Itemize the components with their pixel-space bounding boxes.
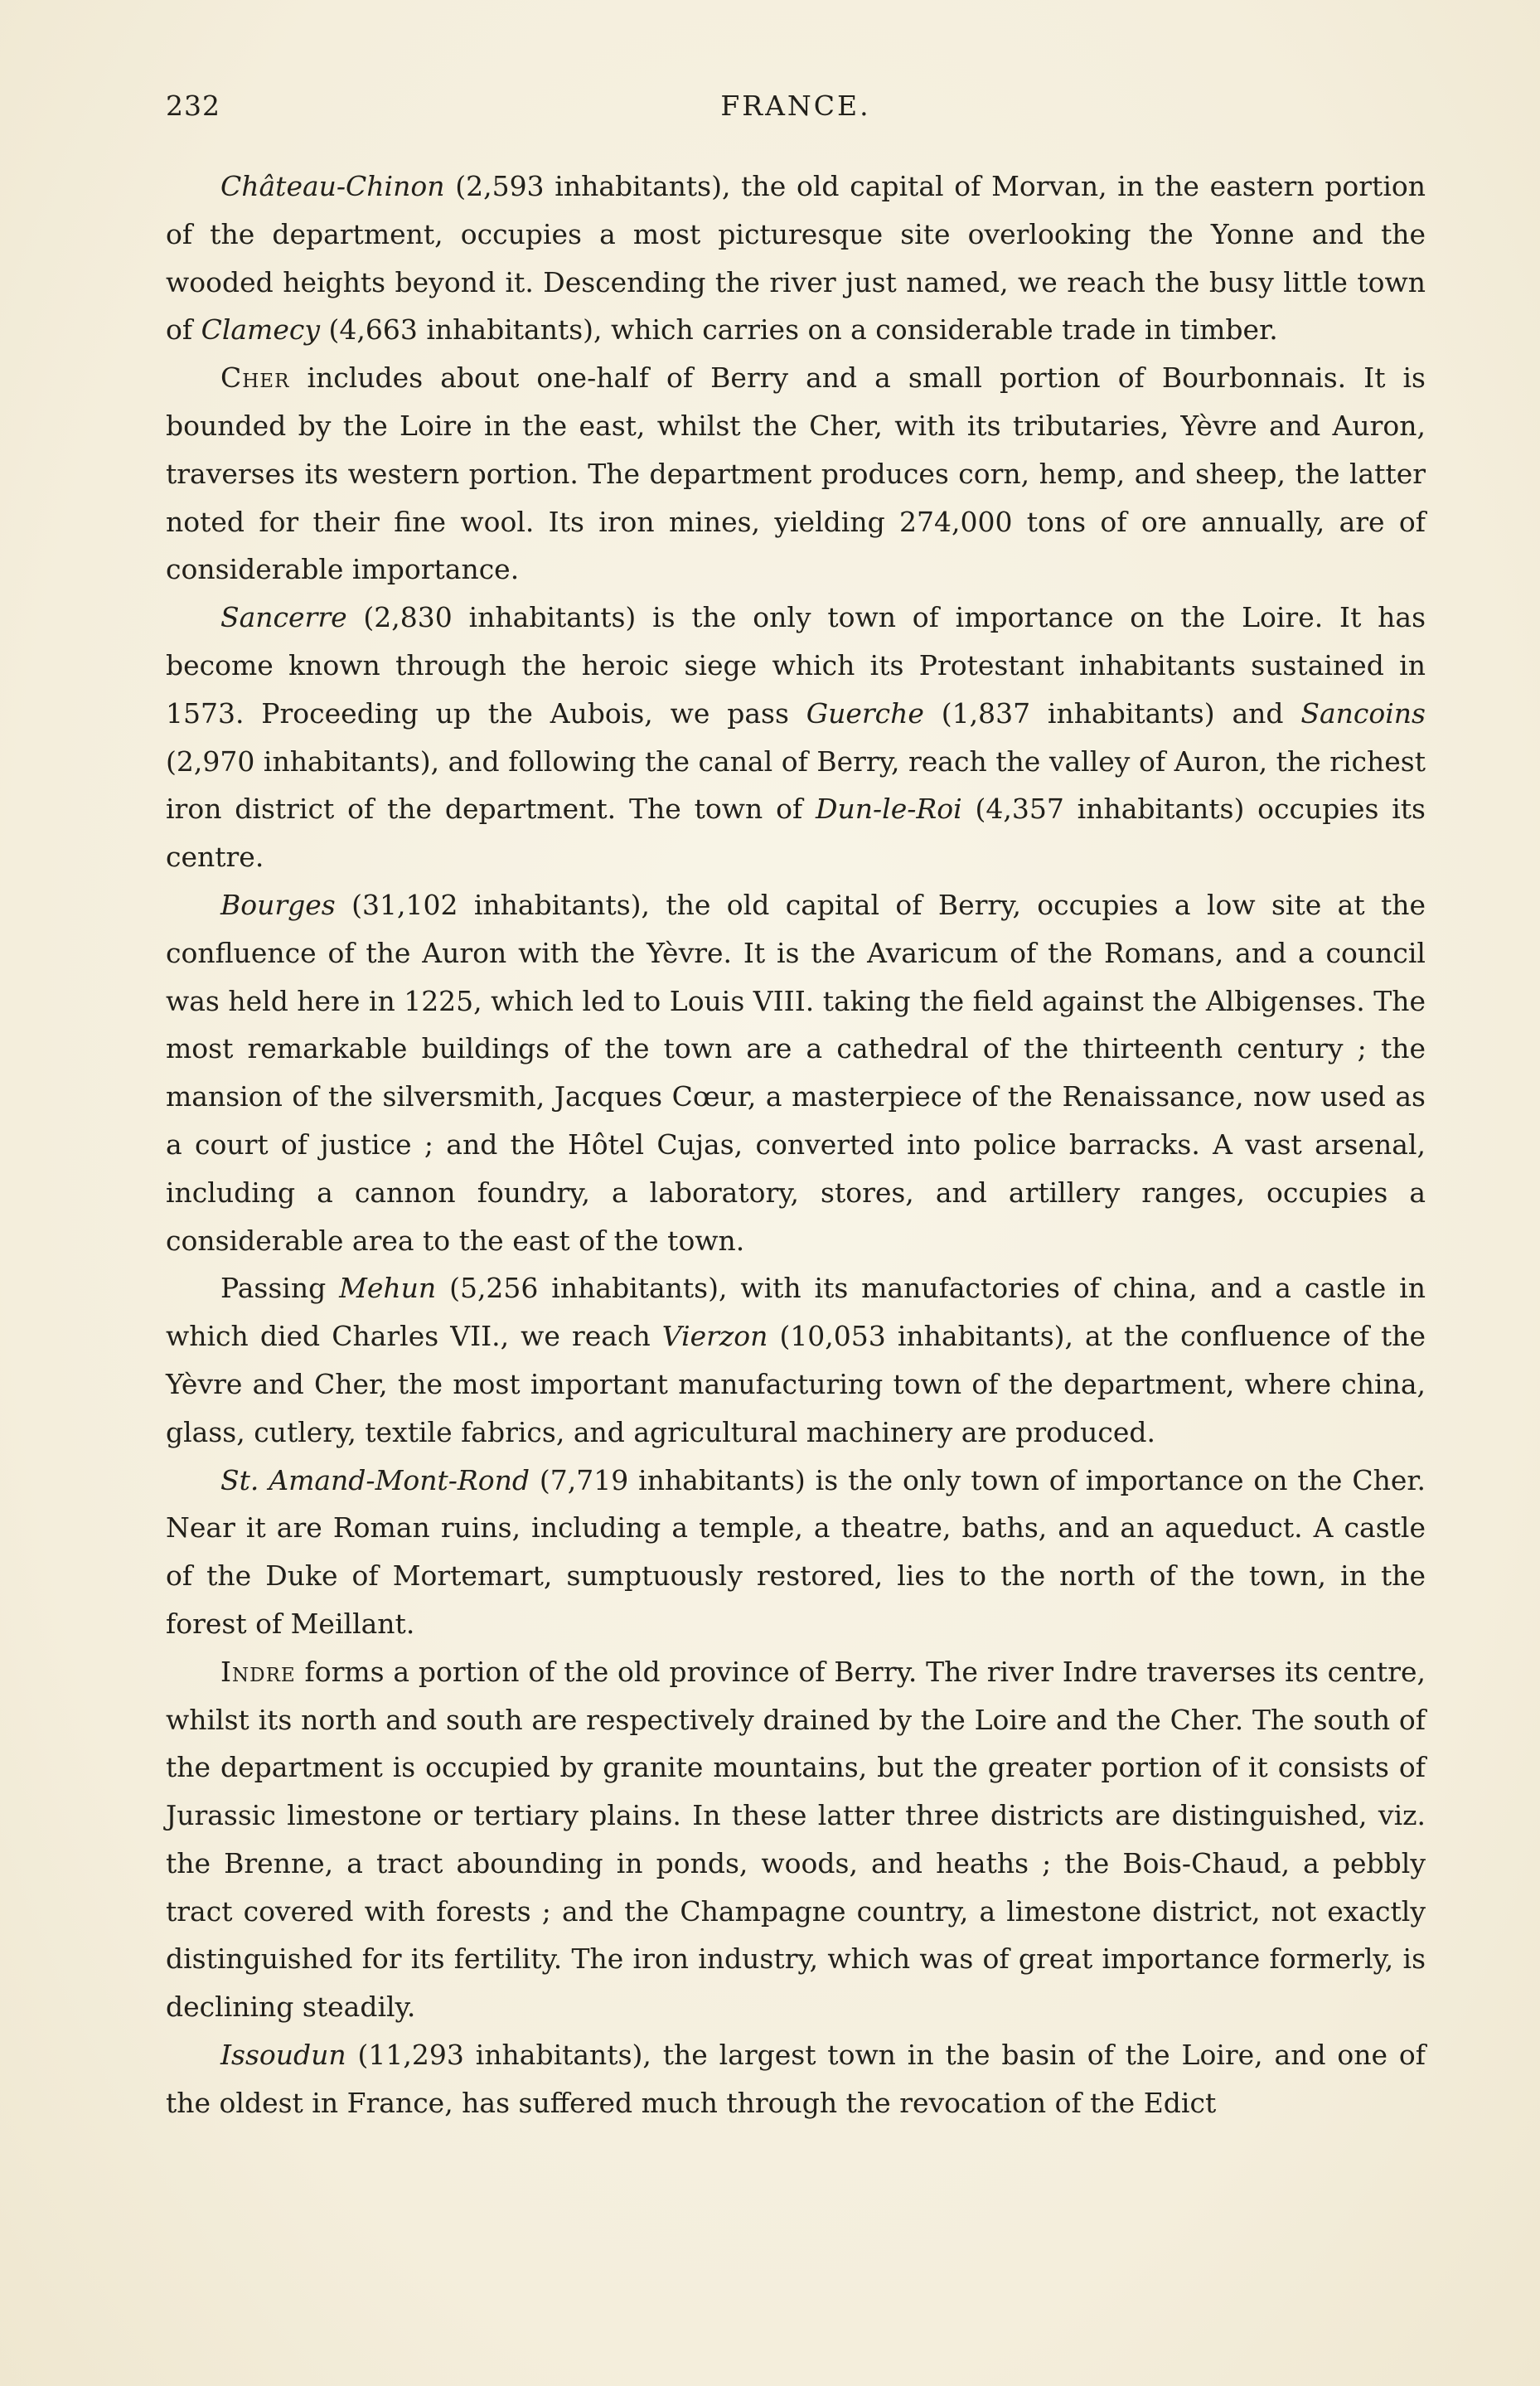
place-name: Sancerre — [220, 601, 347, 634]
paragraph-cher — [166, 354, 1426, 594]
paragraph-mehun-vierzon — [166, 1264, 1426, 1456]
text-run: (1,837 inhabitants) and — [923, 696, 1301, 730]
place-name: Dun-le-Roi — [816, 793, 962, 826]
paragraph-issoudun — [166, 2031, 1426, 2127]
text-run: forms a portion of the old province of Berry. The river Indre traverses its centre, whilst its north and south are respectively drained by the Loire and the Cher. The south of the department is occupied by granite mountains, but the greater portion of it consists of Jurassic limestone or tertiary plains. In these latter three districts are distinguished, viz. the Brenne, a tract abounding in ponds, woods, and heaths ; the Bois-Chaud, a pebbly tract covered with forests ; and the Champagne country, a limestone district, not exactly distinguished for its fertility. The iron industry, which was of great importance formerly, is declining steadily. — [166, 1655, 1426, 2024]
place-name: Bourges — [220, 888, 336, 921]
text-run: (10,053 inhabitants), at the confluence of the Yèvre and Cher, the most important manufacturing town of the department, where china, glass, cutlery, textile fabrics, and agricultural machinery are produced. — [166, 1320, 1426, 1448]
running-title: FRANCE. — [720, 90, 871, 122]
place-name: Sancoins — [1300, 696, 1426, 730]
text-run: (11,293 inhabitants), the largest town in the basin of the Loire, and one of the oldest in France, has suffered much through the revocation of the Edict — [166, 2039, 1426, 2119]
text-run: includes about one-half of Berry and a small portion of Bourbonnais. It is bounded by the Loire in the east, whilst the Cher, with its tributaries, Yèvre and Auron, traverses its western portion. The department produces corn, hemp, and sheep, the latter noted for their fine wool. Its iron mines, yielding 274,000 tons of ore annually, are of considerable importance. — [166, 361, 1426, 586]
place-name: Clamecy — [201, 313, 321, 347]
place-name: Issoudun — [220, 2039, 346, 2072]
body-text — [166, 162, 1426, 2127]
paragraph-sancerre — [166, 594, 1426, 881]
text-run: (4,357 inhabitants) occupies its centre. — [166, 793, 1426, 874]
text-run: (2,593 inhabitants), the old capital of Morvan, in the eastern portion of the department, occupies a most picturesque site overlooking the Yonne and the wooded heights beyond it. Descending the river just named, we reach the busy little town of — [166, 170, 1426, 347]
place-name: Vierzon — [661, 1320, 768, 1353]
paragraph-indre — [166, 1648, 1426, 2031]
place-name: Mehun — [339, 1272, 437, 1305]
text-run: (2,970 inhabitants), and following the canal of Berry, reach the valley of Auron, the richest iron district of the department. The town of — [166, 744, 1426, 826]
text-run: (4,663 inhabitants), which carries on a considerable trade in timber. — [320, 313, 1278, 347]
place-name: Château-Chinon — [220, 170, 445, 202]
department-name: Indre — [220, 1655, 296, 1688]
paragraph-bourges — [166, 881, 1426, 1264]
paragraph-st-amand — [166, 1457, 1426, 1648]
department-name: Cher — [220, 361, 290, 395]
text-run: (2,830 inhabitants) is the only town of importance on the Loire. It has become known through the heroic siege which its Protestant inhabitants sustained in 1573. Proceeding up the Aubois, we pass — [166, 601, 1426, 730]
place-name: Guerche — [806, 696, 924, 730]
text-run: (5,256 inhabitants), with its manufactories of china, and a castle in which died Charles VII., we reach — [166, 1272, 1426, 1353]
text-run: Passing — [220, 1272, 340, 1305]
running-head — [166, 90, 1426, 131]
text-run: (7,719 inhabitants) is the only town of importance on the Cher. Near it are Roman ruins, including a temple, a theatre, baths, and an aqueduct. A castle of the Duke of Mortemart, sumptuously restored, lies to the north of the town, in the forest of Meillant. — [166, 1463, 1426, 1640]
page-number: 232 — [166, 90, 220, 122]
text-run: (31,102 inhabitants), the old capital of Berry, occupies a low site at the confluence of the Auron with the Yèvre. It is the Avaricum of the Romans, and a council was held here in 1225, which led to Louis VIII. taking the field against the Albigenses. The most remarkable buildings of the town are a cathedral of the thirteenth century ; the mansion of the silversmith, Jacques Cœur, a masterpiece of the Renaissance, now used as a court of justice ; and the Hôtel Cujas, converted into police barracks. A vast arsenal, including a cannon foundry, a laboratory, stores, and artillery ranges, occupies a considerable area to the east of the town. — [166, 888, 1426, 1257]
place-name: St. Amand-Mont-Rond — [220, 1463, 530, 1496]
paragraph-chateau-chinon — [166, 162, 1426, 354]
